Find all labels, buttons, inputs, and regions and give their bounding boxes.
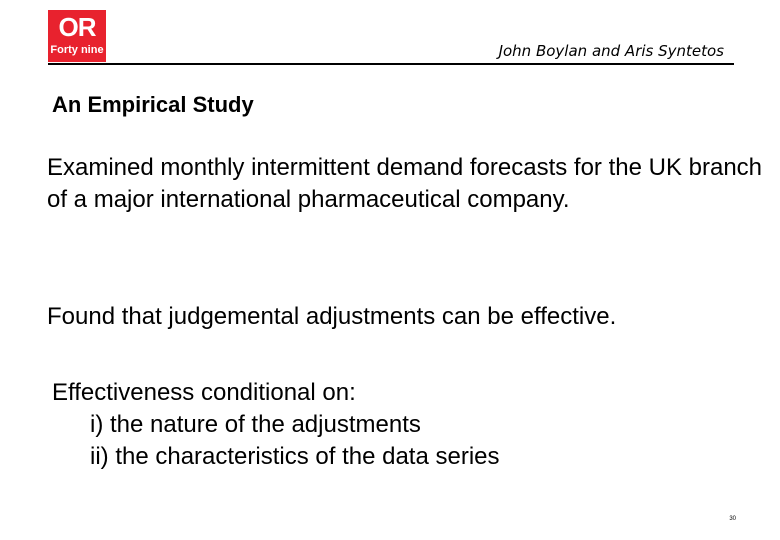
page-number: 30 (729, 516, 736, 522)
conditions-block (52, 377, 500, 473)
conditions-heading: Effectiveness conditional on: (52, 379, 356, 406)
slide-title: An Empirical Study (52, 92, 254, 117)
or49-logo (48, 10, 106, 62)
logo-subtext: Forty nine (50, 44, 104, 56)
header-divider (48, 63, 734, 65)
logo-text: OR (58, 12, 96, 42)
condition-item: ii) the characteristics of the data series (90, 443, 500, 470)
paragraph-finding: Found that judgemental adjustments can be effective. (47, 303, 617, 330)
paragraph-study-description: Examined monthly intermittent demand forecasts for the UK branch of a major international pharmaceutical company. (47, 154, 763, 213)
condition-item: i) the nature of the adjustments (90, 411, 421, 438)
header-authors: John Boylan and Aris Syntetos (498, 42, 724, 60)
